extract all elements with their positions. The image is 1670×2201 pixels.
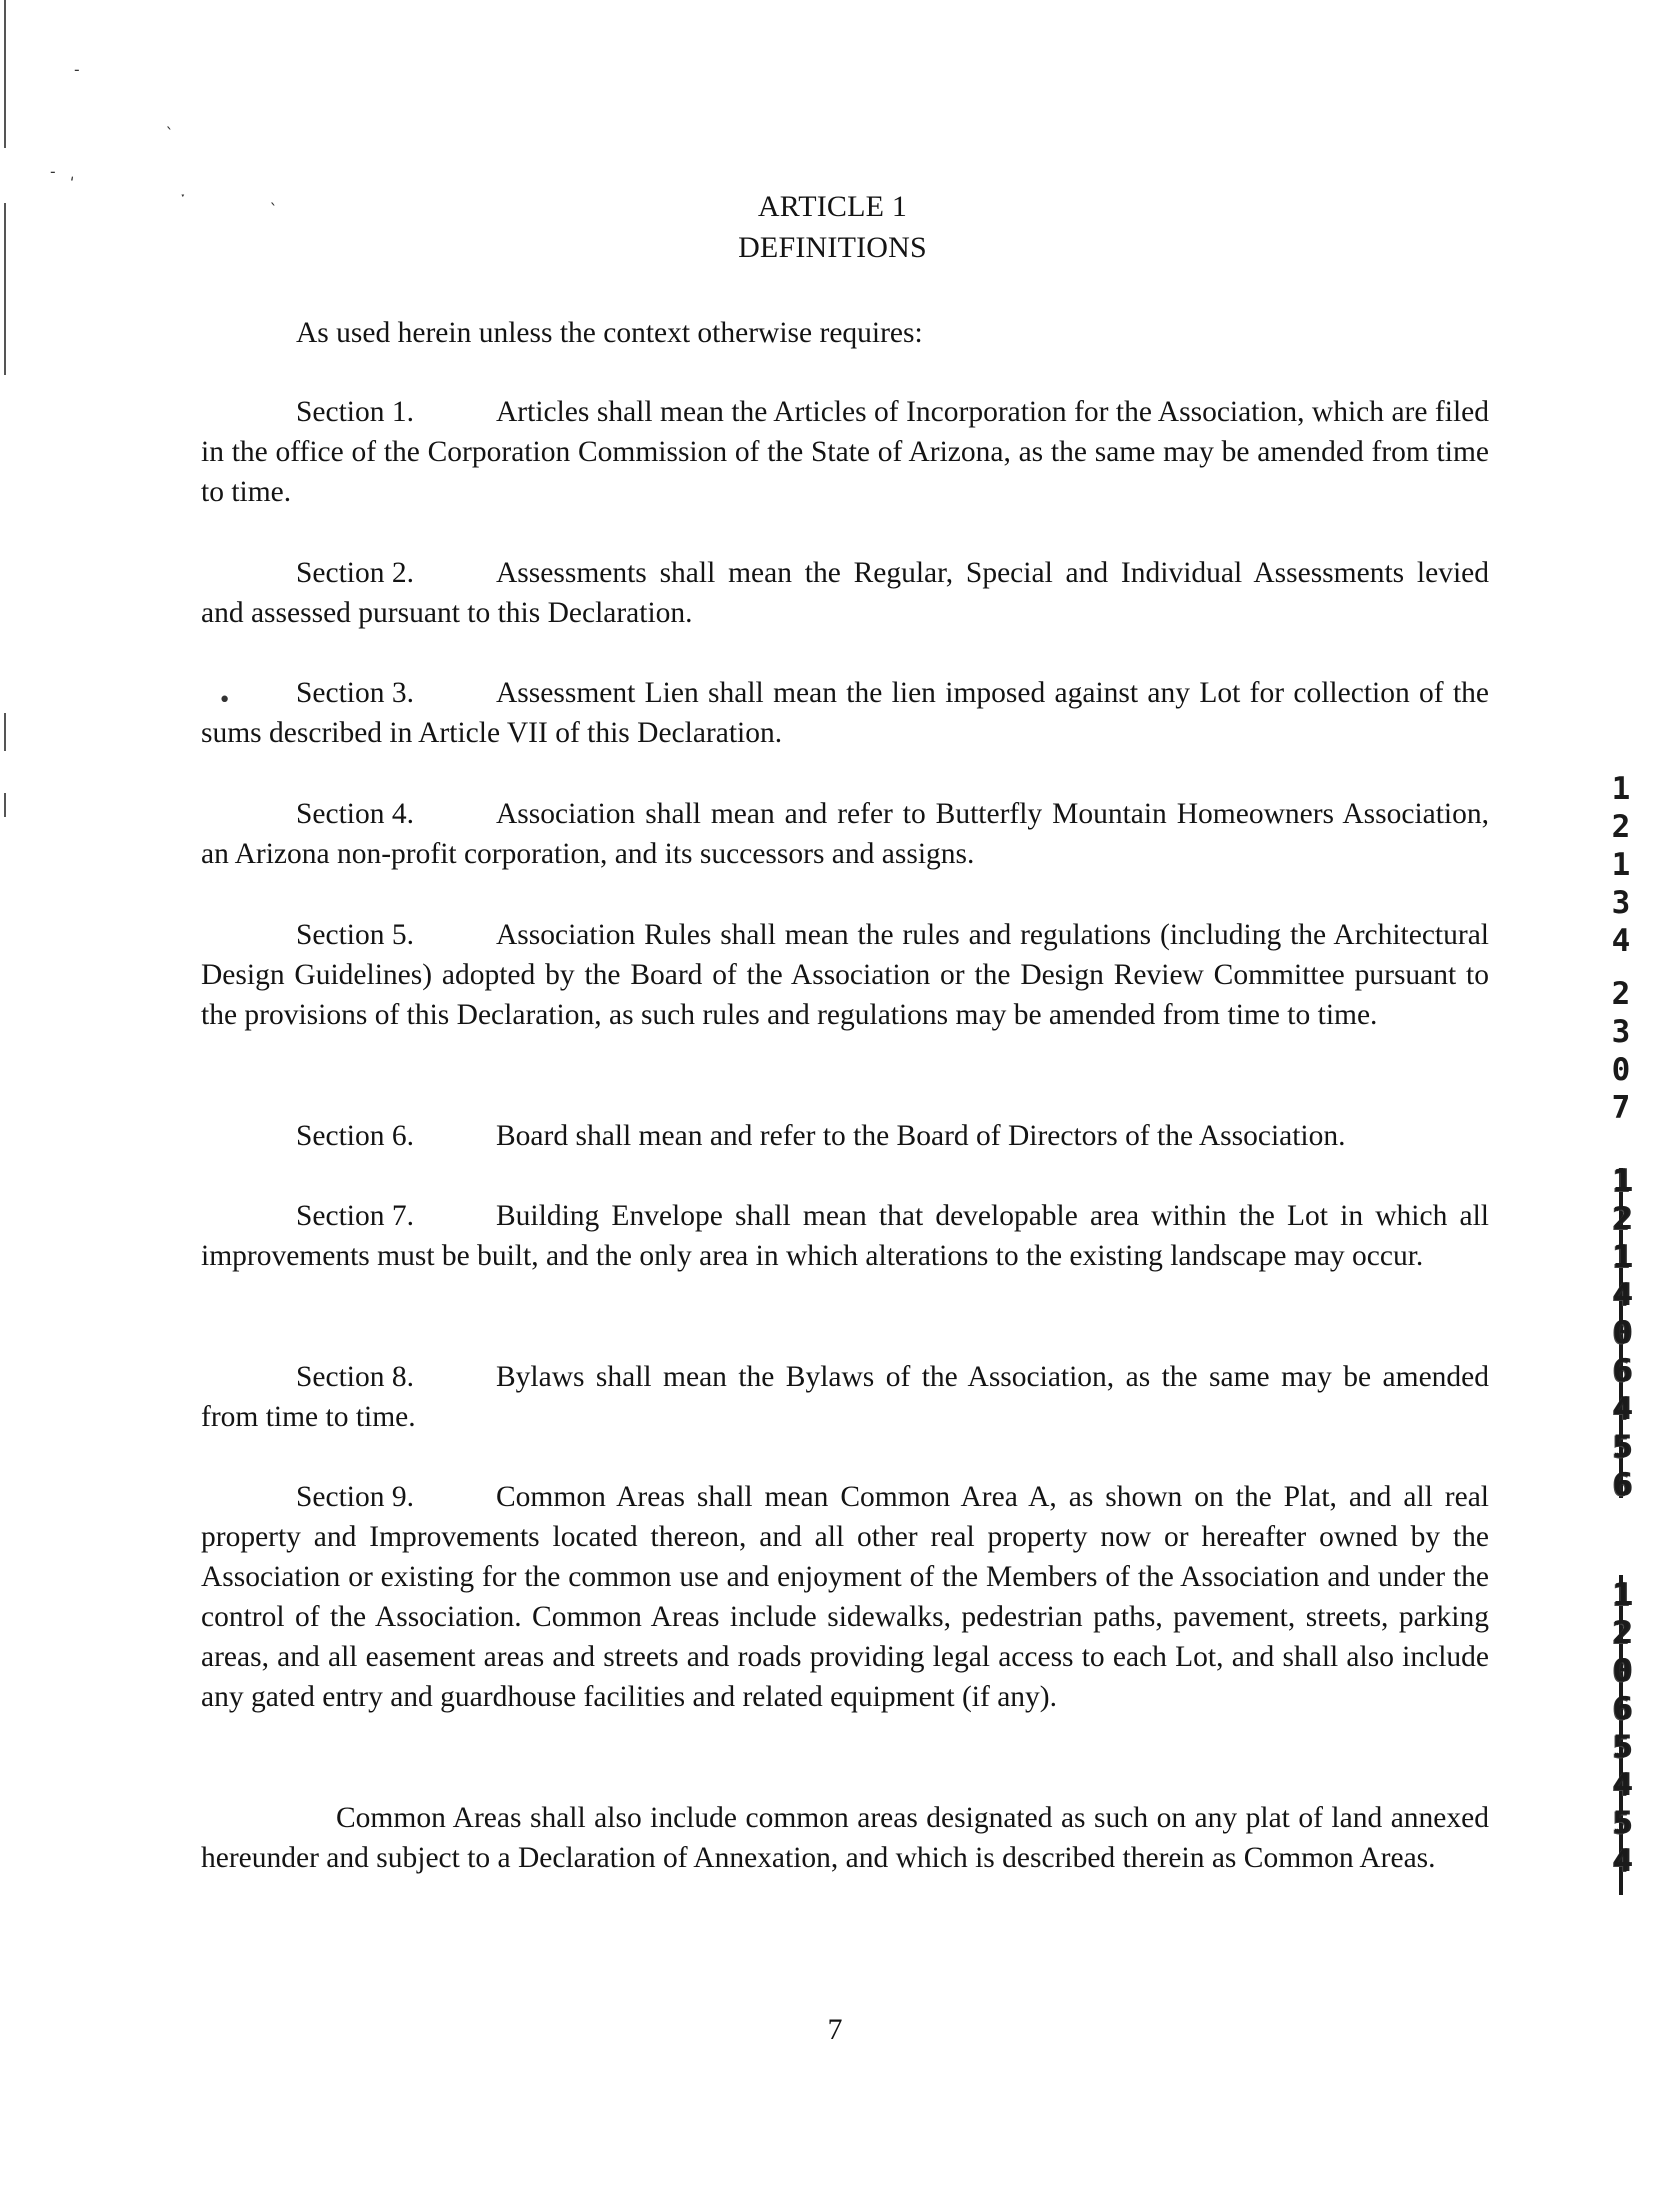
section-label: Section 6. [296,1120,414,1152]
section-label: Section 5. [296,919,414,951]
section-2 [201,553,1489,633]
section-8 [201,1357,1489,1437]
recording-digit: 3 [1611,1014,1631,1050]
section-label: Section 4. [296,798,414,830]
section-text: Assessment Lien shall mean the lien imposed against any Lot for collection of the sums described in Article VII of this Declaration. [201,677,1489,749]
recording-digit: 2 [1612,1201,1630,1237]
recording-number-group-3 [1602,1162,1640,1504]
recording-digit: 1 [1612,1163,1630,1199]
section-9-continuation [201,1798,1489,1878]
section-text: Articles shall mean the Articles of Incorporation for the Association, which are filed in the office of the Corporation Commission of the State of Arizona, as the same may be amended from time to time. [201,396,1489,508]
recording-digit: 0 [1612,1315,1630,1351]
section-text: Association shall mean and refer to Butterfly Mountain Homeowners Association, an Arizona non-profit corporation, and its successors and assigns. [201,798,1489,870]
scan-edge-line [4,0,6,148]
section-label: Section 9. [296,1481,414,1513]
recording-digit: 6 [1612,1467,1630,1503]
recording-digit: 4 [1612,1277,1630,1313]
section-1 [201,392,1489,512]
section-9 [201,1477,1489,1717]
scan-speck: - ͵ [48,162,77,181]
recording-digit: 2 [1612,1615,1630,1651]
scan-speck: ˎ [268,186,278,205]
recording-digit: 1 [1611,847,1631,883]
scan-dot: • [218,688,232,713]
recording-digit: 6 [1612,1691,1630,1727]
section-text: Assessments shall mean the Regular, Special and Individual Assessments levied and assessed pursuant to this Declaration. [201,557,1489,629]
scan-speck: ˎ [164,110,174,129]
section-6 [201,1116,1489,1156]
recording-digit: 5 [1612,1729,1630,1765]
recording-digit: 6 [1612,1353,1630,1389]
recording-digit: 4 [1612,1767,1630,1803]
recording-digit: 5 [1612,1805,1630,1841]
section-7 [201,1196,1489,1276]
section-label: Section 8. [296,1361,414,1393]
section-text: Building Envelope shall mean that developable area within the Lot in which all improvements must be built, and the only area in which alterations to the existing landscape may occur. [201,1200,1489,1272]
article-number: ARTICLE 1 [757,190,908,223]
recording-digit: 4 [1612,1391,1630,1427]
scan-speck: - [72,60,82,79]
section-label: Section 3. [296,677,414,709]
recording-digit: 0 [1612,1653,1630,1689]
recording-digit: 2 [1611,976,1631,1012]
scan-edge-line [4,793,6,817]
page-number: 7 [827,2013,843,2046]
section-text: Common Areas shall mean Common Area A, as shown on the Plat, and all real property and Improvements located thereon, and all other real property now or hereafter owned by the Association or existing for the common use and enjoyment of the Members of the Association and under the control of the Association. Common Areas include sidewalks, pedestrian paths, pavement, streets, parking areas, and all easement areas and streets and roads providing legal access to each Lot, and shall also include any gated entry and guardhouse facilities and related equipment (if any). [201,1481,1489,1713]
scan-edge-line [4,203,6,375]
recording-digit: 4 [1611,923,1631,959]
recording-number-group-2 [1602,975,1640,1127]
recording-digit: 7 [1611,1090,1631,1126]
scan-edge-line [4,713,6,751]
section-text: Board shall mean and refer to the Board of Directors of the Association. [496,1120,1346,1152]
section-3 [201,673,1489,753]
section-4 [201,794,1489,874]
recording-number-group-1 [1602,770,1640,960]
section-5 [201,915,1489,1035]
recording-digit: 0 [1611,1052,1631,1088]
section-label: Section 2. [296,557,414,589]
recording-digit: 1 [1612,1577,1630,1613]
section-text: Association Rules shall mean the rules and regulations (including the Architectural Design Guidelines) adopted by the Board of the Association or the Design Review Committee pursuant to the provisions of this Declaration, as such rules and regulations may be amended from time to time. [201,919,1489,1031]
article-title: DEFINITIONS [738,231,927,264]
recording-digit: 3 [1611,885,1631,921]
section-label: Section 7. [296,1200,414,1232]
recording-digit: 2 [1611,809,1631,845]
scan-speck: ˑ [178,188,188,207]
intro-text: As used herein unless the context otherwise requires: [296,317,923,349]
section-label: Section 1. [296,396,414,428]
recording-digit: 1 [1612,1239,1630,1275]
continuation-text: Common Areas shall also include common areas designated as such on any plat of land annexed hereunder and subject to a Declaration of Annexation, and which is described therein as Common Areas. [201,1802,1489,1874]
section-text: Bylaws shall mean the Bylaws of the Association, as the same may be amended from time to time. [201,1361,1489,1433]
recording-digit: 5 [1612,1429,1630,1465]
recording-digit: 1 [1611,771,1631,807]
recording-digit: 4 [1612,1843,1630,1879]
recording-number-group-4 [1602,1576,1640,1880]
